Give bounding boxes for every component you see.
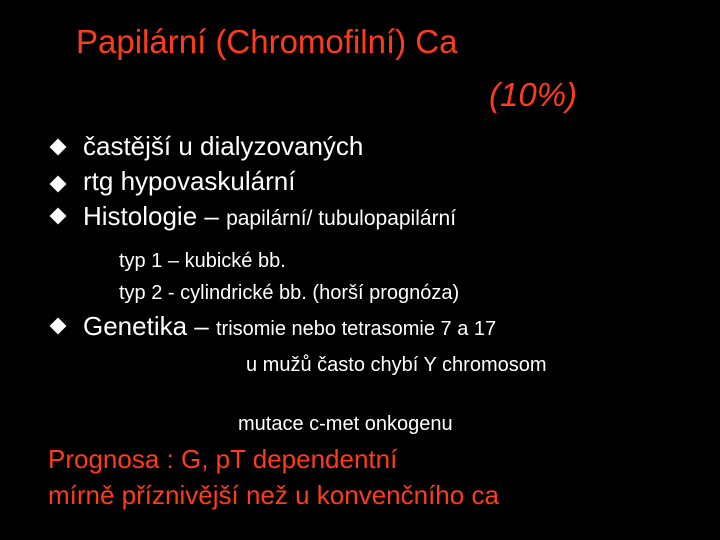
diamond-bullet-icon xyxy=(50,139,67,156)
bullet-item-dialysis: častější u dialyzovaných xyxy=(83,131,364,161)
bullet-item-histology xyxy=(83,201,456,234)
histology-label: Histologie – xyxy=(83,201,227,231)
genetics-label: Genetika – xyxy=(83,311,216,341)
slide-title-percentage: (10%) xyxy=(489,76,578,113)
diamond-bullet-icon xyxy=(50,176,67,193)
histology-type-1: typ 1 – kubické bb. xyxy=(119,250,286,272)
bullet-item-rtg: rtg hypovaskulární xyxy=(83,166,296,196)
diamond-bullet-icon xyxy=(50,208,67,225)
histology-type-2: typ 2 - cylindrické bb. (horší prognóza) xyxy=(119,282,460,304)
genetics-detail: trisomie nebo tetrasomie 7 a 17 xyxy=(215,318,497,340)
slide-title: Papilární (Chromofilní) Ca xyxy=(76,23,458,60)
bullet-item-genetics xyxy=(83,311,496,344)
prognosis-line-2: mírně příznivější než u konvenčního ca xyxy=(48,480,499,510)
histology-detail: papilární/ tubulopapilární xyxy=(226,207,457,230)
prognosis-line-1: Prognosa : G, pT dependentní xyxy=(48,444,398,474)
genetics-y-chromosome: u mužů často chybí Y chromosom xyxy=(246,354,547,376)
genetics-c-met: mutace c-met onkogenu xyxy=(238,413,453,435)
diamond-bullet-icon xyxy=(50,318,67,335)
